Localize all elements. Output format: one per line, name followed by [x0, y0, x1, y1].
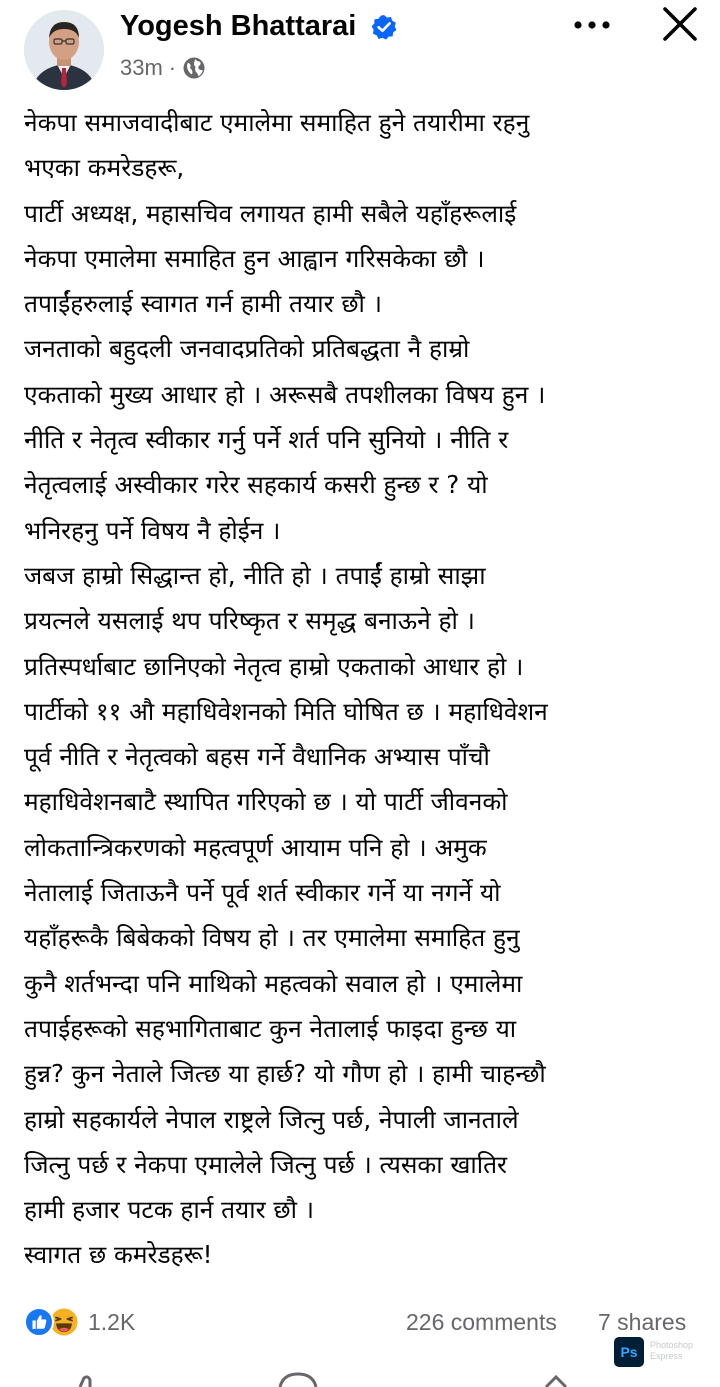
post-text-line: कुनै शर्तभन्दा पनि माथिको महत्वको सवाल हो । एमालेमा [24, 968, 523, 998]
post-text-line: नेतृत्वलाई अस्वीकार गरेर सहकार्य कसरी हुन्छ र ? यो [24, 470, 488, 500]
author-name[interactable]: Yogesh Bhattarai [120, 10, 357, 42]
watermark-text [650, 1340, 710, 1362]
avatar-photo [24, 10, 104, 90]
post-text-line: तपाईहरूको सहभागिताबाट कुन नेतालाई फाइदा हुन्छ या [24, 1013, 517, 1043]
post-text-line: नेकपा एमालेमा समाहित हुन आह्वान गरिसकेका छौ । [24, 243, 485, 273]
post-text-line: लोकतान्त्रिकरणको महत्वपूर्ण आयाम पनि हो । अमुक [24, 832, 487, 862]
post-timestamp[interactable]: 33m [120, 55, 163, 80]
post-text-line: यहाँहरूकै बिबेकको विषय हो । तर एमालेमा समाहित हुनु [24, 923, 520, 953]
globe-icon[interactable] [182, 56, 206, 80]
reactions-summary[interactable] [24, 1306, 135, 1338]
meta-separator: · [168, 55, 177, 80]
post-text-line: जबज हाम्रो सिद्धान्त हो, नीति हो । तपाईं हाम्रो साझा [24, 560, 486, 590]
post-text-line: जनताको बहुदली जनवादप्रतिको प्रतिबद्धता नै हाम्रो [24, 334, 470, 364]
post-text-line: हुन्न? कुन नेताले जित्छ या हार्छ? यो गौण हो । हामी चाहन्छौ [24, 1059, 546, 1089]
post-text-line: प्रतिस्पर्धाबाट छानिएको नेतृत्व हाम्रो एकताको आधार हो । [24, 651, 524, 681]
post-text-line: नेतालाई जिताऊनै पर्ने पूर्व शर्त स्वीकार गर्ने या नगर्ने यो [24, 878, 501, 908]
more-options-icon[interactable] [568, 10, 616, 40]
post-text-line: तपाईंहरुलाई स्वागत गर्न हामी तयार छौ । [24, 289, 382, 319]
post-text-line: एकताको मुख्य आधार हो । अरूसबै तपशीलका विषय हुन । [24, 379, 546, 409]
share-action-icon [546, 1377, 566, 1387]
post-text-line: जित्नु पर्छ र नेकपा एमालेले जित्नु पर्छ । त्यसका खातिर [24, 1149, 508, 1179]
comments-count[interactable]: 226 comments [406, 1309, 557, 1335]
post-text-line: पूर्व नीति र नेतृत्वको बहस गर्ने वैधानिक अभ्यास पाँचौ [24, 742, 490, 772]
post-text-line: भएका कमरेडहरू, [24, 153, 185, 183]
photoshop-express-logo: Ps [614, 1337, 644, 1367]
action-bar-partial [0, 1372, 720, 1387]
post-text-line: पार्टी अध्यक्ष, महासचिव लगायत हामी सबैले यहाँहरूलाई [24, 198, 517, 228]
author-avatar[interactable] [24, 10, 104, 90]
post-text-line: स्वागत छ कमरेडहरू! [24, 1240, 213, 1270]
post-text-line: हामी हजार पटक हार्न तयार छौ । [24, 1195, 315, 1225]
engagement-bar [0, 1300, 720, 1344]
watermark-line: Express [650, 1351, 683, 1361]
post-text-line: पार्टीको ११ औ महाधिवेशनको मिति घोषित छ । महाधिवेशन [24, 696, 548, 726]
post-text-line: भनिरहनु पर्ने विषय नै होईन । [24, 515, 281, 545]
post-text [24, 100, 704, 1278]
post-text-line: हाम्रो सहकार्यले नेपाल राष्ट्रले जित्नु पर्छ, नेपाली जानताले [24, 1104, 519, 1134]
shares-count[interactable]: 7 shares [598, 1309, 687, 1335]
post-text-line: नेकपा समाजवादीबाट एमालेमा समाहित हुने तयारीमा रहनु [24, 108, 530, 137]
verified-badge-icon [371, 14, 397, 40]
post-header [0, 0, 720, 92]
post-text-line: प्रयत्नले यसलाई थप परिष्कृत र समृद्ध बनाऊने हो । [24, 606, 475, 636]
comment-action-icon [280, 1374, 316, 1387]
like-action-icon [80, 1377, 90, 1387]
watermark-line: Photoshop [650, 1340, 694, 1350]
close-icon[interactable] [658, 2, 702, 46]
post-text-line: नीति र नेतृत्व स्वीकार गर्नु पर्ने शर्त पनि सुनियो । नीति र [24, 425, 509, 455]
reactions-count: 1.2K [88, 1308, 136, 1335]
post-meta [120, 54, 206, 82]
like-reaction-icon [24, 1307, 54, 1337]
post-text-line: महाधिवेशनबाटै स्थापित गरिएको छ । यो पार्टी जीवनको [24, 787, 508, 817]
